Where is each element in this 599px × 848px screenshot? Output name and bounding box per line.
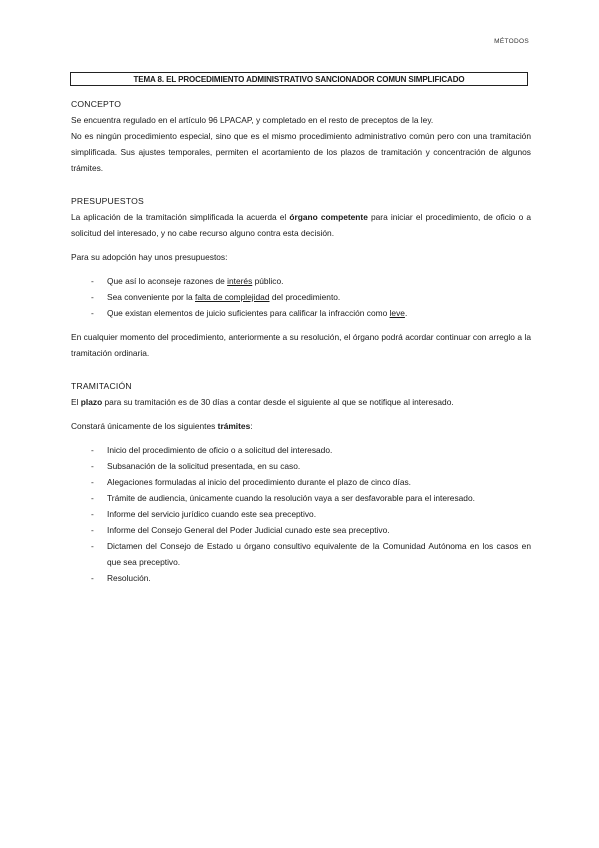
list-item: - Que existan elementos de juicio suficientes para calificar la infracción como leve. — [71, 305, 531, 321]
plazo-emphasis: plazo — [80, 397, 103, 407]
list-item: - Alegaciones formuladas al inicio del procedimiento durante el plazo de cinco días. — [71, 474, 531, 490]
concepto-paragraph-1: Se encuentra regulado en el artículo 96 LPACAP, y completado en el resto de preceptos de la ley. — [71, 115, 434, 125]
presupuestos-list — [71, 273, 531, 321]
list-item: - Inicio del procedimiento de oficio o a solicitud del interesado. — [71, 442, 531, 458]
section-heading-concepto: CONCEPTO — [71, 99, 122, 109]
tramites-emphasis: trámites — [217, 421, 251, 431]
presupuestos-paragraph-2: Para su adopción hay unos presupuestos: — [71, 252, 228, 262]
list-item: - Informe del Consejo General del Poder Judicial cunado este sea preceptivo. — [71, 522, 531, 538]
list-item: - Que así lo aconseje razones de interés público. — [71, 273, 531, 289]
presupuestos-paragraph-1: La aplicación de la tramitación simplificada la acuerda el órgano competente para iniciar el procedimiento, de oficio o a solicitud del interesado, y no cabe recurso alguno contra esta decisión. — [71, 212, 531, 238]
list-item: - Dictamen del Consejo de Estado u órgano consultivo equivalente de la Comunidad Autónoma en los casos en que sea preceptivo. — [71, 538, 531, 570]
list-item: - Informe del servicio jurídico cuando este sea preceptivo. — [71, 506, 531, 522]
list-item: - Subsanación de la solicitud presentada, en su caso. — [71, 458, 531, 474]
list-item: - Sea conveniente por la falta de complejidad del procedimiento. — [71, 289, 531, 305]
section-heading-presupuestos: PRESUPUESTOS — [71, 196, 144, 206]
tramitacion-paragraph-2: Constará únicamente de los siguientes trámites: — [71, 421, 253, 431]
section-heading-tramitacion: TRAMITACIÓN — [71, 381, 132, 391]
organo-competente-emphasis: órgano competente — [289, 212, 368, 222]
tramitacion-paragraph-1: El plazo para su tramitación es de 30 días a contar desde el siguiente al que se notifique al interesado. — [71, 397, 454, 407]
list-item: - Resolución. — [71, 570, 531, 586]
running-header: MÉTODOS — [494, 38, 529, 45]
document-body — [71, 96, 531, 586]
concepto-paragraph-2: No es ningún procedimiento especial, sino que es el mismo procedimiento administrativo común pero con una tramitación simplificada. Sus ajustes temporales, permiten el acortamiento de los plazos de tramitación y concentración de algunos trámites. — [71, 131, 531, 173]
presupuestos-paragraph-3: En cualquier momento del procedimiento, anteriormente a su resolución, el órgano podrá acordar continuar con arreglo a la tramitación ordinaria. — [71, 332, 531, 358]
chapter-title: TEMA 8. EL PROCEDIMIENTO ADMINISTRATIVO SANCIONADOR COMUN SIMPLIFICADO — [70, 72, 528, 86]
list-item: - Trámite de audiencia, únicamente cuando la resolución vaya a ser desfavorable para el interesado. — [71, 490, 531, 506]
tramites-list — [71, 442, 531, 586]
